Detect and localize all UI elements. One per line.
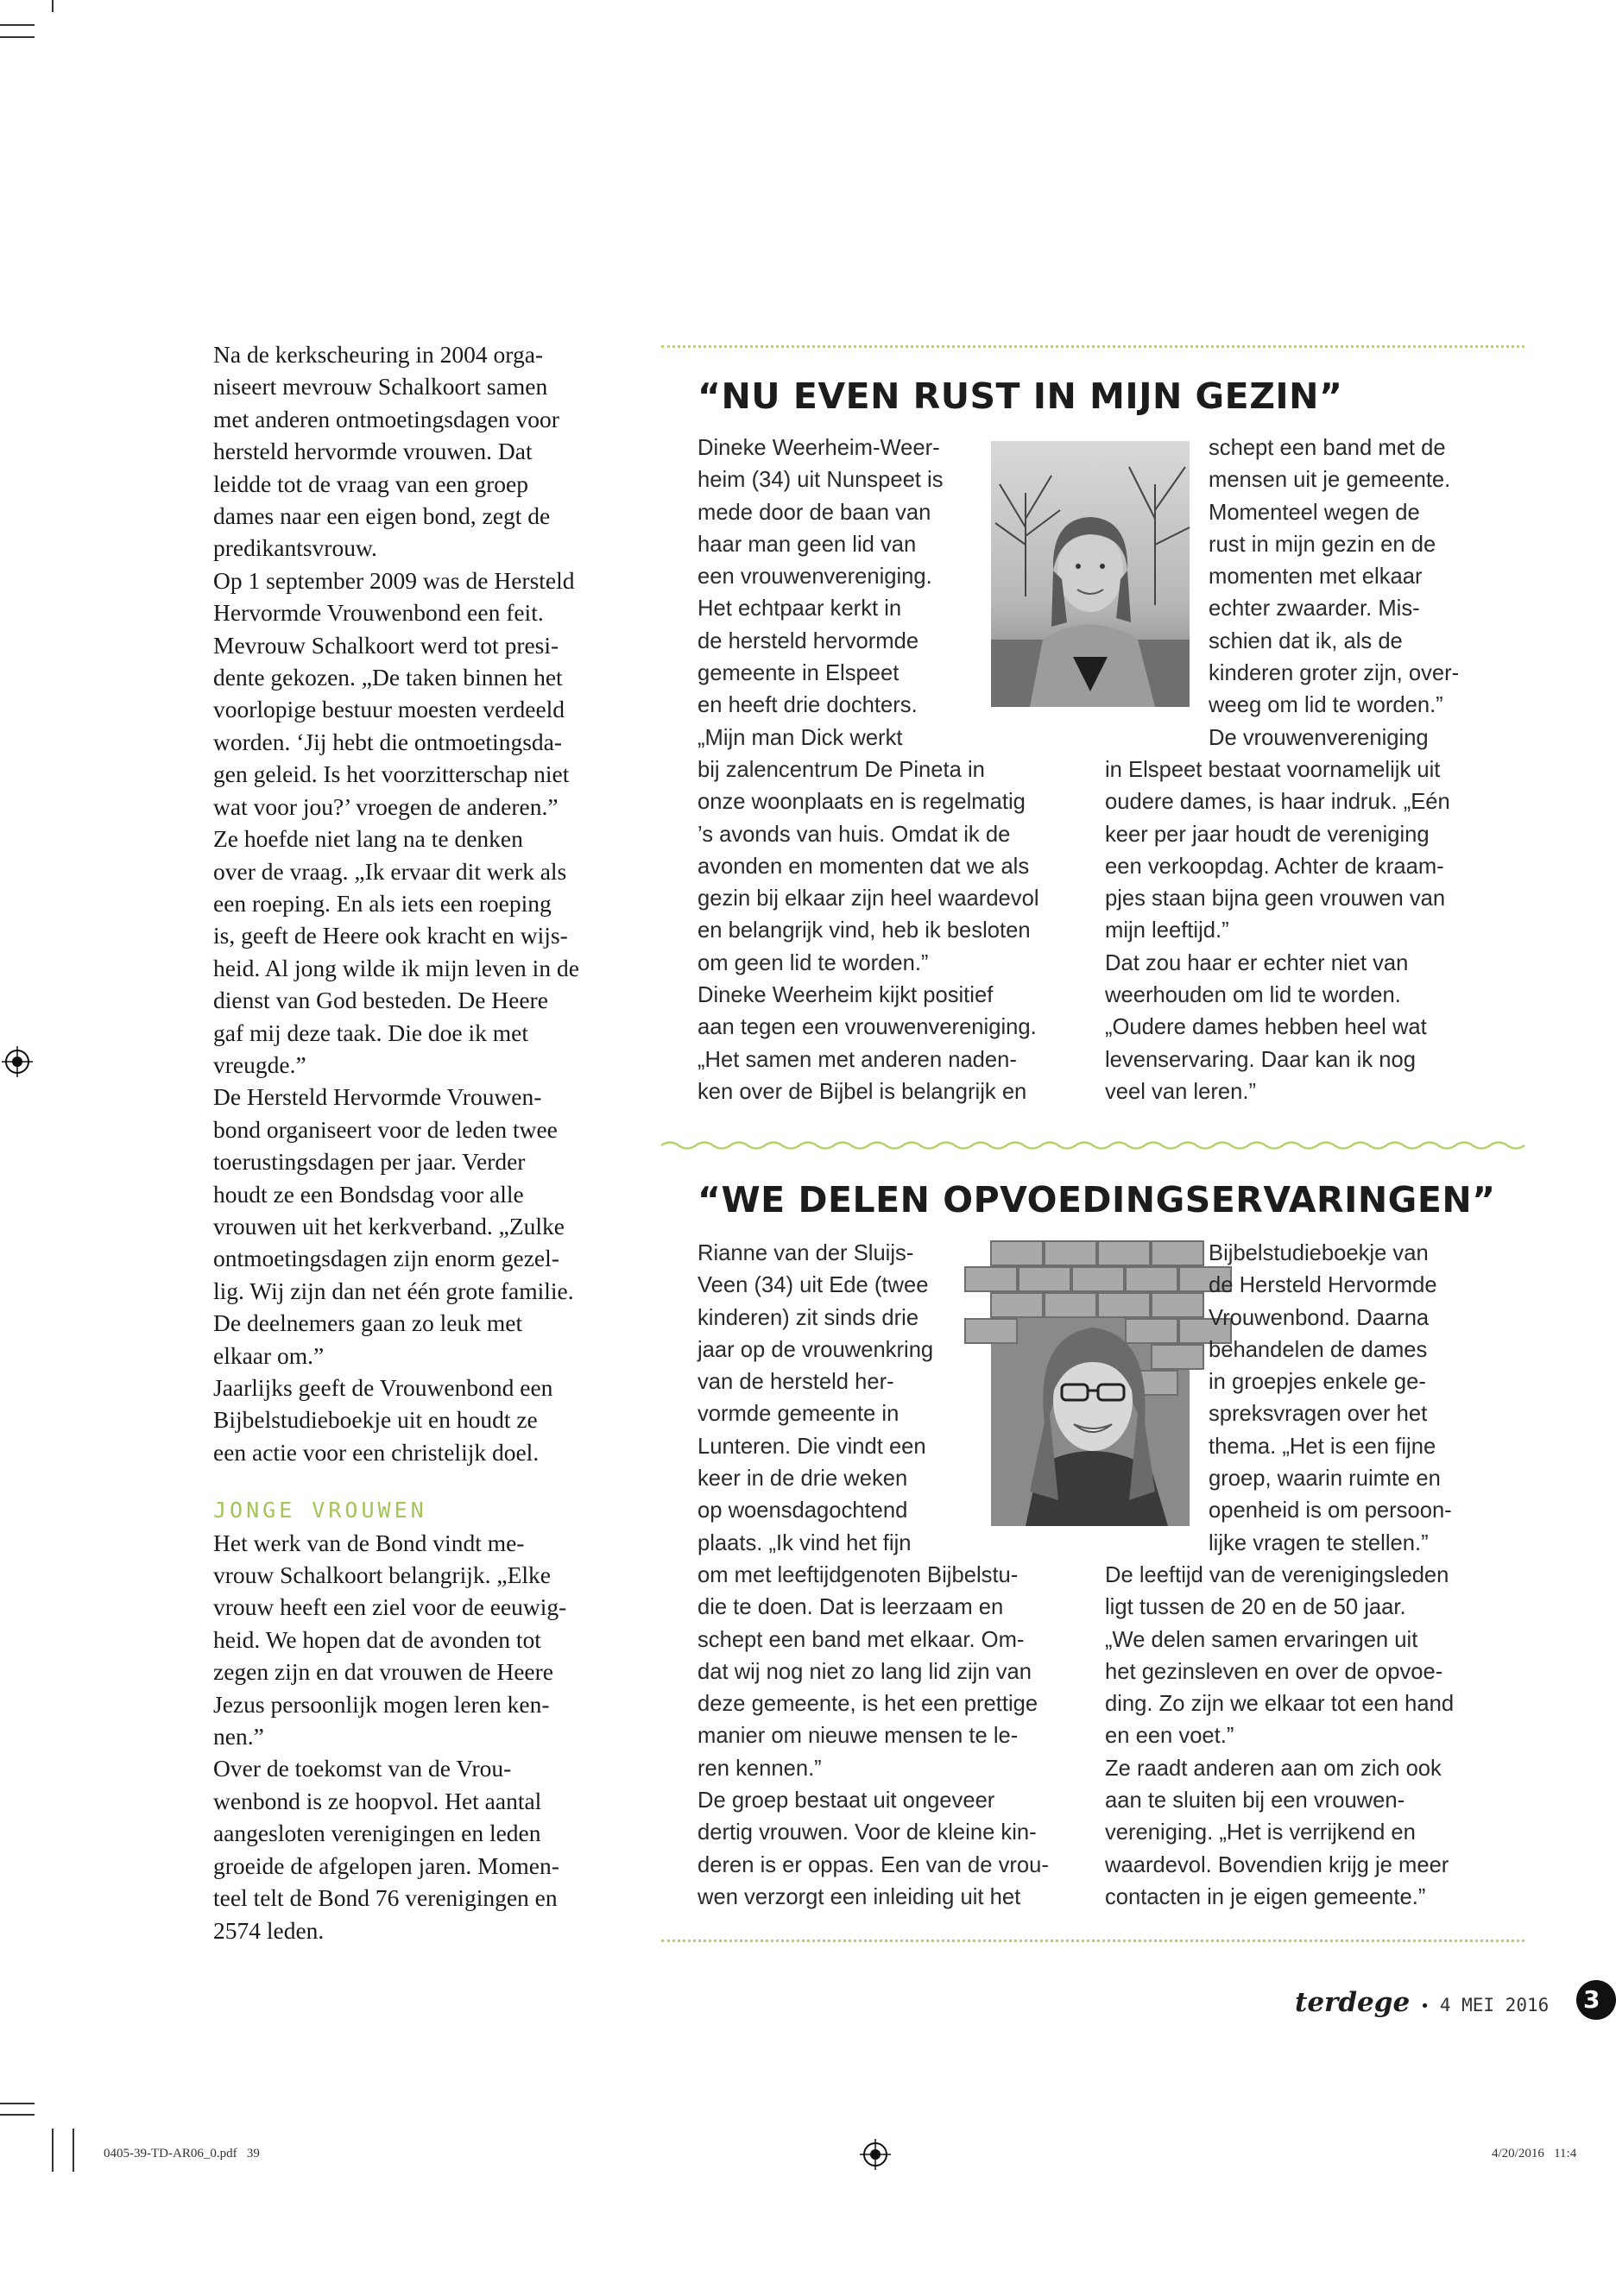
text-line: gezin bij elkaar zijn heel waardevol [698,886,1039,911]
article-left-column [213,338,628,1946]
bullet-separator: • [1420,1997,1430,2015]
paragraph: De Hersteld Hervormde Vrouwen- bond organiseert voor de leden twee toerustingsdagen per jaar. Verder houdt ze een Bondsdag voor alle vrouwen uit het kerkverband. „Zulke ontmoetingsdagen zijn enorm gezel- lig. Wij zijn dan net één grote familie. De deelnemers gaan zo leuk met elkaar om.” [213,1083,574,1369]
text-line: Dineke Weerheim-Weer- [698,436,940,460]
text-line: schept een band met de [1209,436,1446,460]
crop-mark [0,2114,35,2116]
text-line: openheid is om persoon- [1209,1498,1452,1523]
text-line: wen verzorgt een inleiding uit het [698,1884,1021,1909]
text-line: weeg om lid te worden.” [1209,693,1443,718]
text-line: Vrouwenbond. Daarna [1209,1305,1430,1330]
box-text-col2-top [1209,1238,1452,1560]
text-line: pjes staan bijna geen vrouwen van [1105,886,1446,911]
text-line: aan tegen een vrouwenvereniging. [698,1015,1037,1040]
box-heading: “NU EVEN RUST IN MIJN GEZIN” [698,375,1343,417]
wavy-divider [661,1139,1524,1151]
paragraph: Op 1 september 2009 was de Hersteld Hervormde Vrouwenbond een feit. Mevrouw Schalkoort werd tot presi- dente gekozen. „De taken binnen het voorlopige bestuur moesten verdeeld worden. ‘Jij hebt die ontmoetingsda- gen geleid. Is het voorzitterschap niet wat voor jou?’ vroegen de anderen.” Ze hoefde niet lang na te denken over de vraag. „Ik ervaar dit werk als een roeping. En als iets een roeping is, geeft de Heere ook kracht en wijs- heid. Al jong wilde ik mijn leven in de dienst van God besteden. De Heere gaf mij deze taak. Die doe ik met vreugde.” [213,566,579,1078]
text-line: „Mijn man Dick werkt [698,725,903,750]
text-line: in groepjes enkele ge- [1209,1370,1426,1395]
text-line: een vrouwenvereniging. [698,565,932,590]
text-line: ren kennen.” [698,1756,822,1781]
print-date-info: 4/20/2016 11:4 [1492,2147,1577,2160]
text-line: mensen uit je gemeente. [1209,468,1451,493]
text-line: van de hersteld her- [698,1370,894,1395]
print-file-info: 0405-39-TD-AR06_0.pdf 39 [104,2147,260,2160]
text-line: en een voet.” [1105,1724,1234,1749]
text-line: „Oudere dames hebben heel wat [1105,1015,1427,1040]
text-line: in Elspeet bestaat voornamelijk uit [1105,758,1441,782]
box-text-col2-full [1105,1560,1454,1914]
text-line: om geen lid te worden.” [698,950,929,975]
text-line: ding. Zo zijn we elkaar tot een hand [1105,1692,1455,1717]
crop-mark [0,24,35,26]
text-line: kinderen groter zijn, over- [1209,661,1460,686]
brand-logo: terdege [1295,1987,1411,2018]
text-line: levenservaring. Daar kan ik nog [1105,1047,1416,1072]
text-line: ligt tussen de 20 en de 50 jaar. [1105,1595,1406,1620]
crop-mark [0,2103,35,2104]
text-line: schien dat ik, als de [1209,628,1403,653]
text-line: groep, waarin ruimte en [1209,1467,1441,1492]
text-line: op woensdagochtend [698,1498,908,1523]
text-line: ken over de Bijbel is belangrijk en [698,1079,1027,1104]
box-text-col1-full [698,754,1039,1108]
text-line: dertig vrouwen. Voor de kleine kin- [698,1820,1037,1845]
portrait-photo [991,441,1190,707]
text-line: een verkoopdag. Achter de kraam- [1105,854,1444,879]
text-line: De leeftijd van de verenigingsleden [1105,1563,1449,1587]
text-line: de Hersteld Hervormde [1209,1273,1437,1298]
text-line: „Het samen met anderen naden- [698,1047,1017,1072]
text-line: kinderen) zit sinds drie [698,1305,919,1330]
portrait-photo [991,1241,1190,1526]
text-line: thema. „Het is een fijne [1209,1434,1436,1459]
crop-mark [52,2129,54,2172]
sidebar-box-2 [661,1151,1524,1942]
text-line: Veen (34) uit Ede (twee [698,1273,929,1298]
text-line: het gezinsleven en over de opvoe- [1105,1659,1443,1684]
text-line: aan te sluiten bij een vrouwen- [1105,1788,1405,1813]
text-line: mijn leeftijd.” [1105,918,1229,943]
text-line: deren is er oppas. Een van de vrou- [698,1852,1049,1877]
text-line: Ze raadt anderen aan om zich ook [1105,1756,1442,1781]
box-text-col2-full [1105,754,1450,1108]
footer-brand [1295,1987,1580,2022]
text-line: deze gemeente, is het een prettige [698,1692,1038,1717]
text-line: momenten met elkaar [1209,565,1423,590]
paragraph: Na de kerkscheuring in 2004 orga- niseert mevrouw Schalkoort samen met anderen ontmoetingsdagen voor hersteld hervormde vrouwen. Dat leidde tot de vraag van een groep dames naar een eigen bond, zegt de predikantsvrouw. [213,341,559,562]
page-number: 3 [1583,1985,1600,2014]
crop-mark [0,36,35,38]
text-line: haar man geen lid van [698,532,917,557]
box-heading: “WE DELEN OPVOEDINGSERVARINGEN” [698,1179,1496,1221]
text-line: De groep bestaat uit ongeveer [698,1788,995,1813]
box-text-col1-top [698,432,944,754]
text-line: heim (34) uit Nunspeet is [698,468,944,493]
text-line: bij zalencentrum De Pineta in [698,758,985,782]
text-line: weerhouden om lid te worden. [1105,983,1401,1008]
text-line: vormde gemeente in [698,1402,900,1427]
box-text-col2-top [1209,432,1459,754]
text-line: Dat zou haar er echter niet van [1105,950,1409,975]
section-subhead: JONGE VROUWEN [213,1498,427,1523]
text-line: veel van leren.” [1105,1079,1256,1104]
paragraph: Het werk van de Bond vindt me- vrouw Schalkoort belangrijk. „Elke vrouw heeft een ziel voor de eeuwig- heid. We hopen dat de avonden tot zegen zijn en dat vrouwen de Heere Jezus persoonlijk mogen leren ken- nen.” [213,1529,567,1750]
text-line: behandelen de dames [1209,1337,1428,1362]
text-line: keer per jaar houdt de vereniging [1105,822,1430,847]
text-line: manier om nieuwe mensen te le- [698,1724,1019,1749]
text-line: onze woonplaats en is regelmatig [698,790,1026,815]
text-line: dat wij nog niet zo lang lid zijn van [698,1659,1032,1684]
text-line: die te doen. Dat is leerzaam en [698,1595,1004,1620]
text-line: lijke vragen te stellen.” [1209,1530,1429,1555]
text-line: avonden en momenten dat we als [698,854,1030,879]
crop-mark [52,0,54,12]
text-line: De vrouwenvereniging [1209,725,1429,750]
registration-mark-icon [2,1046,33,1077]
text-line: jaar op de vrouwenkring [698,1337,934,1362]
text-line: Dineke Weerheim kijkt positief [698,983,994,1008]
text-line: Bijbelstudieboekje van [1209,1241,1429,1265]
page-number-badge [1576,1980,1616,2020]
text-line: en heeft drie dochters. [698,693,918,718]
crop-mark [73,2129,74,2172]
text-line: waardevol. Bovendien krijg je meer [1105,1852,1449,1877]
text-line: rust in mijn gezin en de [1209,532,1436,557]
text-line: Momenteel wegen de [1209,500,1420,525]
text-line: keer in de drie weken [698,1467,908,1492]
text-line: en belangrijk vind, heb ik besloten [698,918,1031,943]
text-line: echter zwaarder. Mis- [1209,596,1420,621]
box-text-col1-top [698,1238,933,1560]
text-line: „We delen samen ervaringen uit [1105,1627,1418,1652]
text-line: vereniging. „Het is verrijkend en [1105,1820,1416,1845]
text-line: de hersteld hervormde [698,628,919,653]
text-line: Het echtpaar kerkt in [698,596,902,621]
text-line: gemeente in Elspeet [698,661,900,686]
issue-date: 4 MEI 2016 [1439,1995,1550,2015]
registration-mark-icon [860,2139,891,2170]
text-line: mede door de baan van [698,500,931,525]
text-line: schept een band met elkaar. Om- [698,1627,1025,1652]
paragraph: Jaarlijks geeft de Vrouwenbond een Bijbelstudieboekje uit en houdt ze een actie voor een christelijk doel. [213,1374,553,1466]
text-line: om met leeftijdgenoten Bijbelstu- [698,1563,1019,1587]
text-line: Rianne van der Sluijs- [698,1241,914,1265]
text-line: plaats. „Ik vind het fijn [698,1530,912,1555]
text-line: Lunteren. Die vindt een [698,1434,926,1459]
paragraph: Over de toekomst van de Vrou- wenbond is ze hoopvol. Het aantal aangesloten verenigingen en leden groeide de afgelopen jaren. Momen- teel telt de Bond 76 verenigingen en 2574 leden. [213,1755,559,1944]
text-line: oudere dames, is haar indruk. „Eén [1105,790,1450,815]
sidebar-box-1 [661,345,1524,1142]
text-line: contacten in je eigen gemeente.” [1105,1884,1426,1909]
text-line: spreksvragen over het [1209,1402,1428,1427]
box-text-col1-full [698,1560,1049,1914]
text-line: ’s avonds van huis. Omdat ik de [698,822,1011,847]
